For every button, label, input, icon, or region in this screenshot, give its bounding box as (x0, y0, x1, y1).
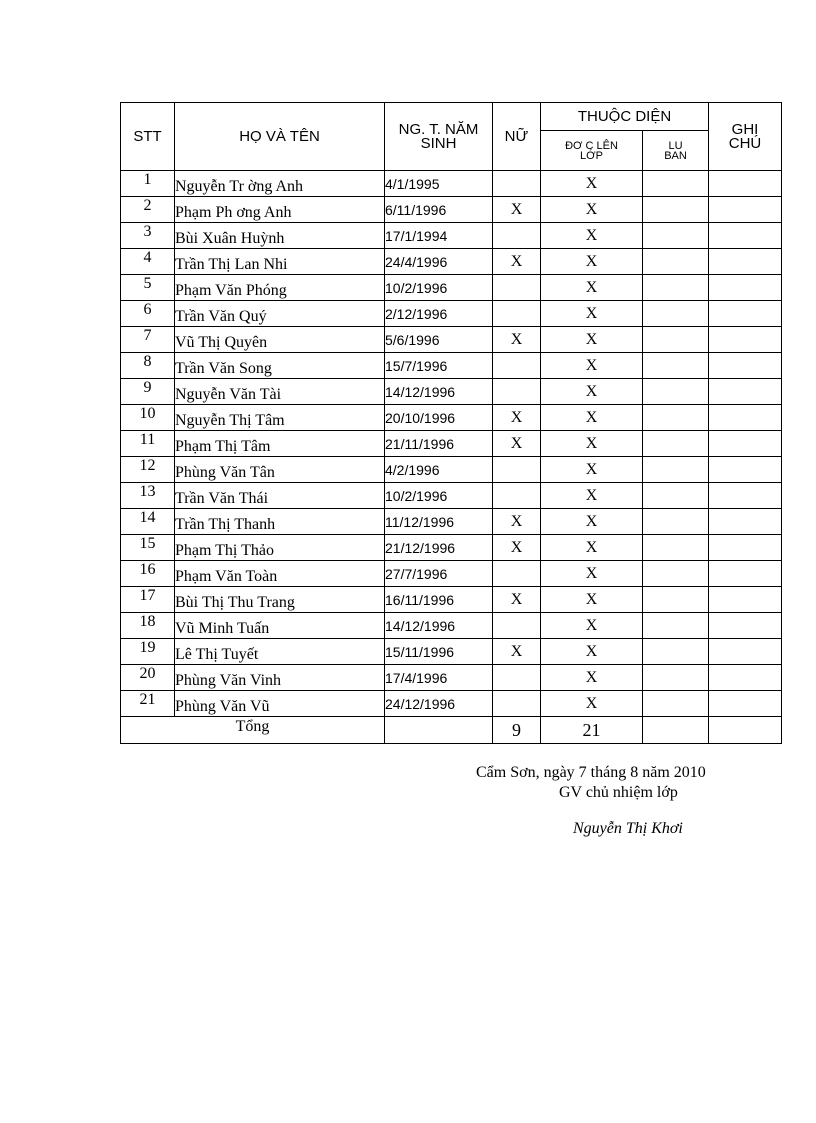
student-name: Lê Thị Tuyết (175, 639, 385, 665)
notes-cell (709, 327, 782, 353)
table-row (121, 665, 782, 691)
student-name: Nguyễn Văn Tài (175, 379, 385, 405)
repeat-mark (643, 509, 709, 535)
row-stt: 8 (121, 353, 175, 379)
notes-cell (709, 691, 782, 717)
female-mark (493, 171, 541, 197)
female-mark: X (493, 327, 541, 353)
repeat-mark (643, 665, 709, 691)
promoted-mark: X (541, 613, 643, 639)
student-name: Vũ Minh Tuấn (175, 613, 385, 639)
repeat-mark (643, 171, 709, 197)
notes-cell (709, 197, 782, 223)
promoted-mark: X (541, 639, 643, 665)
row-stt: 3 (121, 223, 175, 249)
female-mark (493, 613, 541, 639)
notes-cell (709, 171, 782, 197)
header-dob-label: NG. T. NĂM SINH (398, 120, 479, 152)
promoted-mark: X (541, 691, 643, 717)
repeat-mark (643, 197, 709, 223)
notes-cell (709, 275, 782, 301)
row-stt: 18 (121, 613, 175, 639)
notes-cell (709, 405, 782, 431)
notes-cell (709, 483, 782, 509)
student-name: Phùng Văn Vũ (175, 691, 385, 717)
table-row (121, 379, 782, 405)
birth-date: 10/2/1996 (385, 483, 493, 509)
repeat-mark (643, 613, 709, 639)
student-name: Trần Văn Quý (175, 301, 385, 327)
birth-date: 4/2/1996 (385, 457, 493, 483)
notes-cell (709, 613, 782, 639)
table-row (121, 509, 782, 535)
student-name: Trần Thị Thanh (175, 509, 385, 535)
header-promoted (541, 131, 643, 171)
table-row (121, 587, 782, 613)
repeat-mark (643, 587, 709, 613)
birth-date: 24/4/1996 (385, 249, 493, 275)
promoted-mark: X (541, 587, 643, 613)
student-name: Nguyễn Thị Tâm (175, 405, 385, 431)
birth-date: 17/4/1996 (385, 665, 493, 691)
promoted-mark: X (541, 301, 643, 327)
header-repeat (643, 131, 709, 171)
row-stt: 19 (121, 639, 175, 665)
row-stt: 13 (121, 483, 175, 509)
total-dob-cell (385, 717, 493, 744)
header-repeat-label: LU BAN (664, 139, 687, 162)
promoted-mark: X (541, 275, 643, 301)
table-row (121, 457, 782, 483)
repeat-mark (643, 223, 709, 249)
header-dob (385, 103, 493, 171)
total-repeat-cell (643, 717, 709, 744)
table-row (121, 561, 782, 587)
table-body (121, 171, 782, 717)
promoted-mark: X (541, 223, 643, 249)
promoted-mark: X (541, 249, 643, 275)
female-mark: X (493, 249, 541, 275)
table-row (121, 405, 782, 431)
student-name: Phạm Thị Thảo (175, 535, 385, 561)
row-stt: 12 (121, 457, 175, 483)
row-stt: 17 (121, 587, 175, 613)
birth-date: 14/12/1996 (385, 613, 493, 639)
notes-cell (709, 509, 782, 535)
repeat-mark (643, 275, 709, 301)
promoted-mark: X (541, 561, 643, 587)
table-row (121, 353, 782, 379)
birth-date: 17/1/1994 (385, 223, 493, 249)
birth-date: 14/12/1996 (385, 379, 493, 405)
student-name: Nguyễn Tr ờng Anh (175, 171, 385, 197)
table-row (121, 197, 782, 223)
student-name: Phùng Văn Tân (175, 457, 385, 483)
female-mark: X (493, 509, 541, 535)
table-row (121, 171, 782, 197)
notes-cell (709, 561, 782, 587)
female-mark: X (493, 405, 541, 431)
promoted-mark: X (541, 327, 643, 353)
row-stt: 15 (121, 535, 175, 561)
table-row (121, 613, 782, 639)
header-female: NỮ (493, 103, 541, 171)
female-mark (493, 665, 541, 691)
header-category: THUỘC DIỆN (541, 103, 709, 131)
female-mark (493, 379, 541, 405)
student-name: Vũ Thị Quyên (175, 327, 385, 353)
notes-cell (709, 639, 782, 665)
table-footer (121, 717, 782, 744)
student-name: Trần Thị Lan Nhi (175, 249, 385, 275)
promoted-mark: X (541, 535, 643, 561)
student-name: Bùi Thị Thu Trang (175, 587, 385, 613)
header-name: HỌ VÀ TÊN (175, 103, 385, 171)
row-stt: 11 (121, 431, 175, 457)
repeat-mark (643, 431, 709, 457)
female-mark (493, 275, 541, 301)
promoted-mark: X (541, 379, 643, 405)
total-female: 9 (493, 717, 541, 744)
birth-date: 16/11/1996 (385, 587, 493, 613)
table-header (121, 103, 782, 171)
notes-cell (709, 353, 782, 379)
table-row (121, 275, 782, 301)
table-row (121, 639, 782, 665)
female-mark (493, 457, 541, 483)
repeat-mark (643, 249, 709, 275)
repeat-mark (643, 535, 709, 561)
female-mark (493, 353, 541, 379)
birth-date: 11/12/1996 (385, 509, 493, 535)
row-stt: 2 (121, 197, 175, 223)
repeat-mark (643, 327, 709, 353)
repeat-mark (643, 301, 709, 327)
table-row (121, 431, 782, 457)
birth-date: 15/11/1996 (385, 639, 493, 665)
row-stt: 10 (121, 405, 175, 431)
student-roster-table (120, 102, 782, 744)
notes-cell (709, 535, 782, 561)
birth-date: 24/12/1996 (385, 691, 493, 717)
birth-date: 2/12/1996 (385, 301, 493, 327)
female-mark: X (493, 535, 541, 561)
birth-date: 27/7/1996 (385, 561, 493, 587)
student-name: Phạm Văn Toàn (175, 561, 385, 587)
female-mark (493, 483, 541, 509)
promoted-mark: X (541, 197, 643, 223)
birth-date: 10/2/1996 (385, 275, 493, 301)
female-mark: X (493, 431, 541, 457)
promoted-mark: X (541, 665, 643, 691)
table-row (121, 249, 782, 275)
repeat-mark (643, 561, 709, 587)
signature-place-date: Cẩm Sơn, ngày 7 tháng 8 năm 2010 (476, 764, 706, 781)
table-row (121, 535, 782, 561)
student-name: Phạm Thị Tâm (175, 431, 385, 457)
birth-date: 5/6/1996 (385, 327, 493, 353)
repeat-mark (643, 405, 709, 431)
row-stt: 5 (121, 275, 175, 301)
promoted-mark: X (541, 353, 643, 379)
row-stt: 9 (121, 379, 175, 405)
birth-date: 4/1/1995 (385, 171, 493, 197)
header-notes-label: GHI CHÚ (728, 120, 762, 152)
birth-date: 6/11/1996 (385, 197, 493, 223)
notes-cell (709, 587, 782, 613)
student-name: Phùng Văn Vinh (175, 665, 385, 691)
repeat-mark (643, 483, 709, 509)
row-stt: 20 (121, 665, 175, 691)
birth-date: 20/10/1996 (385, 405, 493, 431)
notes-cell (709, 665, 782, 691)
header-stt: STT (121, 103, 175, 171)
female-mark: X (493, 587, 541, 613)
student-name: Bùi Xuân Huỳnh (175, 223, 385, 249)
promoted-mark: X (541, 483, 643, 509)
table-row (121, 301, 782, 327)
repeat-mark (643, 691, 709, 717)
repeat-mark (643, 353, 709, 379)
table-row (121, 223, 782, 249)
student-name: Phạm Ph ơng Anh (175, 197, 385, 223)
promoted-mark: X (541, 509, 643, 535)
total-promoted: 21 (541, 717, 643, 744)
promoted-mark: X (541, 457, 643, 483)
row-stt: 4 (121, 249, 175, 275)
row-stt: 6 (121, 301, 175, 327)
repeat-mark (643, 639, 709, 665)
total-notes-cell (709, 717, 782, 744)
notes-cell (709, 431, 782, 457)
female-mark (493, 691, 541, 717)
notes-cell (709, 301, 782, 327)
promoted-mark: X (541, 431, 643, 457)
row-stt: 16 (121, 561, 175, 587)
table-row (121, 483, 782, 509)
header-promoted-label: ĐƠ C LÊN LỚP (565, 139, 618, 162)
header-notes (709, 103, 782, 171)
student-name: Trần Văn Thái (175, 483, 385, 509)
row-stt: 21 (121, 691, 175, 717)
total-row (121, 717, 782, 744)
notes-cell (709, 379, 782, 405)
student-name: Phạm Văn Phóng (175, 275, 385, 301)
notes-cell (709, 223, 782, 249)
row-stt: 14 (121, 509, 175, 535)
table-row (121, 327, 782, 353)
promoted-mark: X (541, 405, 643, 431)
table-row (121, 691, 782, 717)
birth-date: 15/7/1996 (385, 353, 493, 379)
repeat-mark (643, 457, 709, 483)
student-name: Trần Văn Song (175, 353, 385, 379)
notes-cell (709, 249, 782, 275)
signature-name: Nguyễn Thị Khơi (573, 820, 683, 837)
birth-date: 21/12/1996 (385, 535, 493, 561)
promoted-mark: X (541, 171, 643, 197)
female-mark: X (493, 197, 541, 223)
row-stt: 7 (121, 327, 175, 353)
row-stt: 1 (121, 171, 175, 197)
repeat-mark (643, 379, 709, 405)
total-label: Tổng (121, 717, 385, 744)
notes-cell (709, 457, 782, 483)
female-mark (493, 223, 541, 249)
birth-date: 21/11/1996 (385, 431, 493, 457)
female-mark (493, 301, 541, 327)
signature-role: GV chủ nhiệm lớp (559, 784, 678, 801)
female-mark: X (493, 639, 541, 665)
female-mark (493, 561, 541, 587)
